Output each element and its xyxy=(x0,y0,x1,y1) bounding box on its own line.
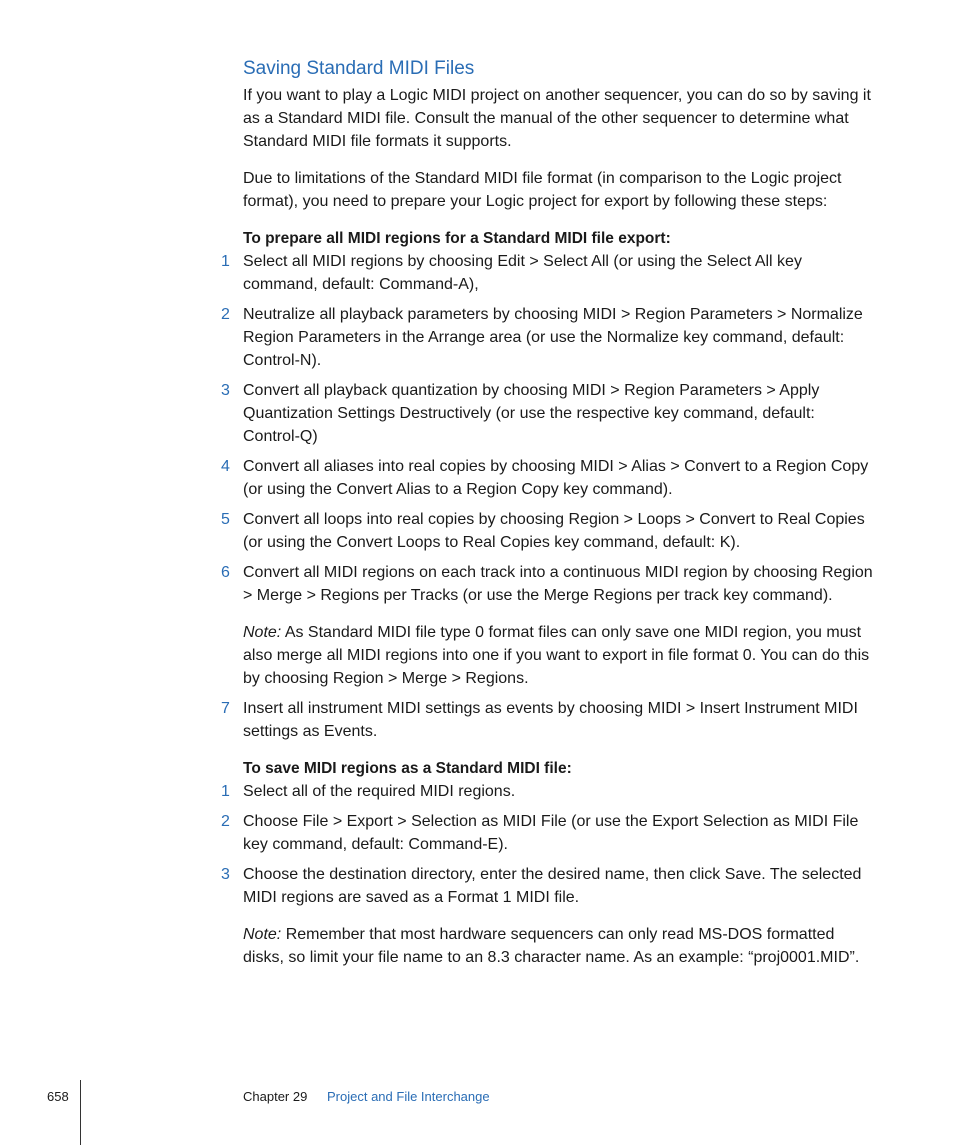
section-title: Saving Standard MIDI Files xyxy=(243,58,475,79)
step-text: Convert all MIDI regions on each track into a continuous MIDI region by choosing Region > Merge > Regions per Tracks (or use the Merge Regions per track key command). xyxy=(243,564,873,604)
page-footer xyxy=(0,1080,954,1145)
procedure-1-step-7 xyxy=(221,697,873,743)
note-label: Note: xyxy=(243,624,282,641)
step-item xyxy=(221,863,873,909)
step-text: Neutralize all playback parameters by choosing MIDI > Region Parameters > Normalize Region Parameters in the Arrange area (or use the Normalize key command, default: Control-N). xyxy=(243,306,863,369)
chapter-title: Project and File Interchange xyxy=(327,1089,490,1104)
step-number: 1 xyxy=(221,783,230,800)
step-text: Convert all playback quantization by choosing MIDI > Region Parameters > Apply Quantization Settings Destructively (or use the respective key command, default: Control-Q) xyxy=(243,382,820,445)
step-item xyxy=(221,810,873,856)
procedure-1-steps xyxy=(221,250,873,607)
page-number: 658 xyxy=(47,1089,69,1104)
step-text: Convert all aliases into real copies by choosing MIDI > Alias > Convert to a Region Copy (or using the Convert Alias to a Region Copy key command). xyxy=(243,458,869,498)
step-number: 6 xyxy=(221,564,230,581)
step-number: 5 xyxy=(221,511,230,528)
page-content xyxy=(221,56,873,969)
step-text: Select all MIDI regions by choosing Edit > Select All (or using the Select All key command, default: Command-A), xyxy=(243,253,802,293)
step-item xyxy=(221,697,873,743)
step-number: 7 xyxy=(221,700,230,717)
step-item xyxy=(221,561,873,607)
step-number: 2 xyxy=(221,813,230,830)
procedure-1-heading: To prepare all MIDI regions for a Standard MIDI file export: xyxy=(243,230,671,247)
step-number: 3 xyxy=(221,382,230,399)
step-item xyxy=(221,780,873,803)
step-item xyxy=(221,508,873,554)
step-number: 1 xyxy=(221,253,230,270)
step-number: 2 xyxy=(221,306,230,323)
step-text: Choose File > Export > Selection as MIDI File (or use the Export Selection as MIDI File key command, default: Command-E). xyxy=(243,813,859,853)
intro-paragraph-2: Due to limitations of the Standard MIDI file format (in comparison to the Logic project format), you need to prepare your Logic project for export by following these steps: xyxy=(243,170,842,210)
step-item xyxy=(221,250,873,296)
step-number: 3 xyxy=(221,866,230,883)
intro-paragraph-1: If you want to play a Logic MIDI project on another sequencer, you can do so by saving it as a Standard MIDI file. Consult the manual of the other sequencer to determine what Standard MIDI file formats it supports. xyxy=(243,87,871,150)
step-text: Select all of the required MIDI regions. xyxy=(243,783,516,800)
step-item xyxy=(221,303,873,372)
note-text: As Standard MIDI file type 0 format files can only save one MIDI region, you must also merge all MIDI regions into one if you want to export in file format 0. You can do this by choosing Region > Merge > Regions. xyxy=(243,624,870,687)
step-text: Insert all instrument MIDI settings as events by choosing MIDI > Insert Instrument MIDI settings as Events. xyxy=(243,700,858,740)
step-item xyxy=(221,379,873,448)
step-number: 4 xyxy=(221,458,230,475)
step-text: Convert all loops into real copies by choosing Region > Loops > Convert to Real Copies (or using the Convert Loops to Real Copies key command, default: K). xyxy=(243,511,865,551)
step-item xyxy=(221,455,873,501)
note-text: Remember that most hardware sequencers can only read MS-DOS formatted disks, so limit your file name to an 8.3 character name. As an example: “proj0001.MID”. xyxy=(243,926,860,966)
procedure-2-steps xyxy=(221,780,873,909)
footer-divider xyxy=(80,1080,81,1145)
procedure-2-heading: To save MIDI regions as a Standard MIDI file: xyxy=(243,760,572,777)
procedure-2-note xyxy=(243,923,873,969)
procedure-1-note xyxy=(243,621,873,690)
chapter-label: Chapter 29 xyxy=(243,1089,308,1104)
note-label: Note: xyxy=(243,926,282,943)
step-text: Choose the destination directory, enter the desired name, then click Save. The selected MIDI regions are saved as a Format 1 MIDI file. xyxy=(243,866,862,906)
